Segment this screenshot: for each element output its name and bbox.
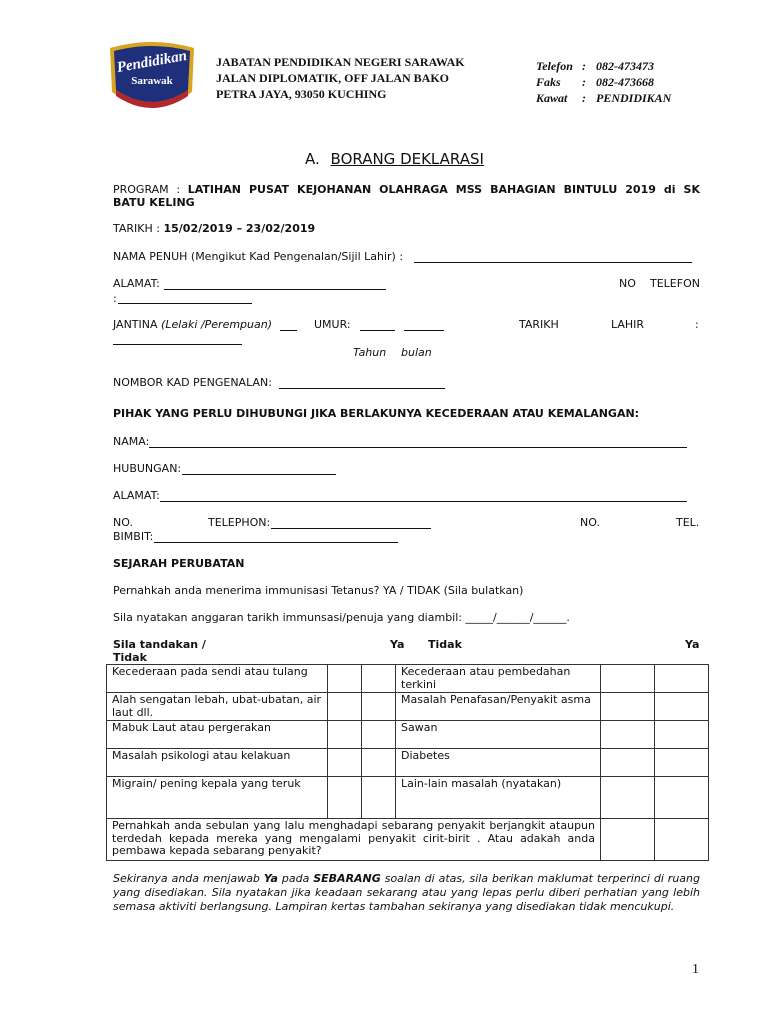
alamat-label: ALAMAT: xyxy=(113,277,160,290)
table-cell-right: Sawan xyxy=(396,721,601,749)
emergency-no-label: NO. xyxy=(113,516,133,529)
table-row xyxy=(107,777,709,819)
note-paragraph: Sekiranya anda menjawab Ya pada SEBARANG soalan di atas, sila berikan maklumat terperinci di ruang yang disediakan. Sila nyatakan jika keadaan sekarang atau yang lepas perlu diberi perhatian yang lebih semasa aktiviti berlangsung. Lampiran kertas tambahan sekiranya yang disediakan tidak mencukupi. xyxy=(113,872,700,913)
table-row xyxy=(107,749,709,777)
header-address xyxy=(216,54,465,102)
table-cell-right: Kecederaan atau pembedahan terkini xyxy=(396,665,601,693)
nama-penuh-field[interactable] xyxy=(414,262,692,263)
checkbox-ya[interactable] xyxy=(601,777,655,819)
umur-bulan-field[interactable] xyxy=(404,330,444,331)
logo-text-2: Sarawak xyxy=(131,75,173,87)
emergency-tel-label: TEL. xyxy=(676,516,700,529)
table-cell-left: Kecederaan pada sendi atau tulang xyxy=(107,665,328,693)
table-row xyxy=(107,819,709,861)
bulan-label: bulan xyxy=(401,346,432,359)
checkbox-ya[interactable] xyxy=(328,693,362,721)
table-row xyxy=(107,665,709,693)
jantina-label: JANTINA (Lelaki /Perempuan) xyxy=(113,318,273,331)
table-header-tidak1: Tidak xyxy=(428,638,462,651)
checkbox-tidak[interactable] xyxy=(362,693,396,721)
logo xyxy=(106,40,198,114)
tarikh-lahir-field[interactable] xyxy=(113,344,242,345)
tarikh-lahir-label-2: LAHIR xyxy=(611,318,645,331)
table-header-ya2: Ya xyxy=(685,638,700,651)
checkbox-ya[interactable] xyxy=(601,693,655,721)
checkbox-tidak[interactable] xyxy=(655,777,709,819)
emergency-heading: PIHAK YANG PERLU DIHUBUNGI JIKA BERLAKUNYA KECEDERAAN ATAU KEMALANGAN: xyxy=(113,407,640,420)
checkbox-tidak[interactable] xyxy=(655,665,709,693)
checkbox-ya[interactable] xyxy=(328,665,362,693)
table-cell-question: Pernahkah anda sebulan yang lalu menghadapi sebarang penyakit berjangkit ataupun terdedah kepada mereka yang mengalami penyakit cirit-birit . Atau adakah anda pembawa kepada sebarang penyakit? xyxy=(107,819,601,861)
checkbox-ya[interactable] xyxy=(601,721,655,749)
nombor-kp-field[interactable] xyxy=(279,388,445,389)
no-label: NO xyxy=(619,277,636,290)
checkbox-tidak[interactable] xyxy=(362,777,396,819)
table-cell-left: Masalah psikologi atau kelakuan xyxy=(107,749,328,777)
address-line: JABATAN PENDIDIKAN NEGERI SARAWAK xyxy=(216,55,465,69)
tarikh-lahir-colon: : xyxy=(695,318,699,331)
emergency-telephon-field[interactable] xyxy=(271,528,431,529)
immunisasi-question[interactable]: Sila nyatakan anggaran tarikh immunsasi/penuja yang diambil: _____/______/______. xyxy=(113,611,570,624)
table-cell-left: Migrain/ pening kepala yang teruk xyxy=(107,777,328,819)
emergency-hubungan-label: HUBUNGAN: xyxy=(113,462,182,475)
header-contact xyxy=(536,58,671,106)
table-cell-left: Alah sengatan lebah, ubat-ubatan, air laut dll. xyxy=(107,693,328,721)
tahun-label: Tahun xyxy=(353,346,387,359)
table-row xyxy=(107,693,709,721)
emergency-nama-field[interactable] xyxy=(149,447,687,448)
tarikh-lahir-label-1: TARIKH xyxy=(519,318,559,331)
emergency-nama-label: NAMA: xyxy=(113,435,150,448)
tetanus-question[interactable]: Pernahkah anda menerima immunisasi Tetanus? YA / TIDAK (Sila bulatkan) xyxy=(113,584,524,597)
nombor-kp-label: NOMBOR KAD PENGENALAN: xyxy=(113,376,272,389)
page-title: A. BORANG DEKLARASI xyxy=(305,150,484,168)
emergency-bimbit-label: BIMBIT: xyxy=(113,530,154,543)
emergency-telephon-label: TELEPHON: xyxy=(208,516,271,529)
page-number: 1 xyxy=(692,962,699,977)
contact-kawat: Kawat : PENDIDIKAN xyxy=(536,91,672,105)
checkbox-ya[interactable] xyxy=(601,819,655,861)
emergency-hubungan-field[interactable] xyxy=(182,474,336,475)
medical-table xyxy=(106,664,709,861)
nama-penuh-label: NAMA PENUH (Mengikut Kad Pengenalan/Sijil Lahir) : xyxy=(113,250,404,263)
emergency-alamat-field[interactable] xyxy=(160,501,687,502)
emergency-no2-label: NO. xyxy=(580,516,600,529)
table-cell-right: Lain-lain masalah (nyatakan) xyxy=(396,777,601,819)
contact-faks: Faks : 082-473668 xyxy=(536,75,654,89)
table-header-sila: Sila tandakan / xyxy=(113,638,206,651)
table-header-ya1: Ya xyxy=(390,638,405,651)
checkbox-ya[interactable] xyxy=(601,665,655,693)
telefon-label: TELEFON xyxy=(650,277,700,290)
checkbox-tidak[interactable] xyxy=(362,749,396,777)
table-header-tidak2: Tidak xyxy=(113,651,147,664)
checkbox-ya[interactable] xyxy=(601,749,655,777)
telefon-colon: : xyxy=(113,292,117,305)
table-cell-right: Diabetes xyxy=(396,749,601,777)
checkbox-tidak[interactable] xyxy=(362,665,396,693)
address-line: JALAN DIPLOMATIK, OFF JALAN BAKO xyxy=(216,71,450,85)
tarikh: TARIKH : 15/02/2019 – 23/02/2019 xyxy=(113,222,316,235)
sejarah-heading: SEJARAH PERUBATAN xyxy=(113,557,245,570)
jantina-field[interactable] xyxy=(280,330,297,331)
checkbox-tidak[interactable] xyxy=(655,749,709,777)
umur-tahun-field[interactable] xyxy=(360,330,395,331)
checkbox-tidak[interactable] xyxy=(655,693,709,721)
table-cell-right: Masalah Penafasan/Penyakit asma xyxy=(396,693,601,721)
checkbox-tidak[interactable] xyxy=(362,721,396,749)
checkbox-tidak[interactable] xyxy=(655,819,709,861)
table-row xyxy=(107,721,709,749)
emergency-alamat-label: ALAMAT: xyxy=(113,489,160,502)
checkbox-ya[interactable] xyxy=(328,777,362,819)
contact-telefon: Telefon : 082-473473 xyxy=(536,59,654,73)
telefon-field[interactable] xyxy=(118,303,252,304)
umur-label: UMUR: xyxy=(314,318,351,331)
address-line: PETRA JAYA, 93050 KUCHING xyxy=(216,87,387,101)
program: PROGRAM : LATIHAN PUSAT KEJOHANAN OLAHRAGA MSS BAHAGIAN BINTULU 2019 di SK BATU KELING xyxy=(113,183,700,209)
checkbox-ya[interactable] xyxy=(328,721,362,749)
checkbox-ya[interactable] xyxy=(328,749,362,777)
emergency-bimbit-field[interactable] xyxy=(154,542,398,543)
logo-text-1: Pendidikan xyxy=(115,47,189,77)
alamat-field[interactable] xyxy=(164,289,386,290)
table-cell-left: Mabuk Laut atau pergerakan xyxy=(107,721,328,749)
checkbox-tidak[interactable] xyxy=(655,721,709,749)
